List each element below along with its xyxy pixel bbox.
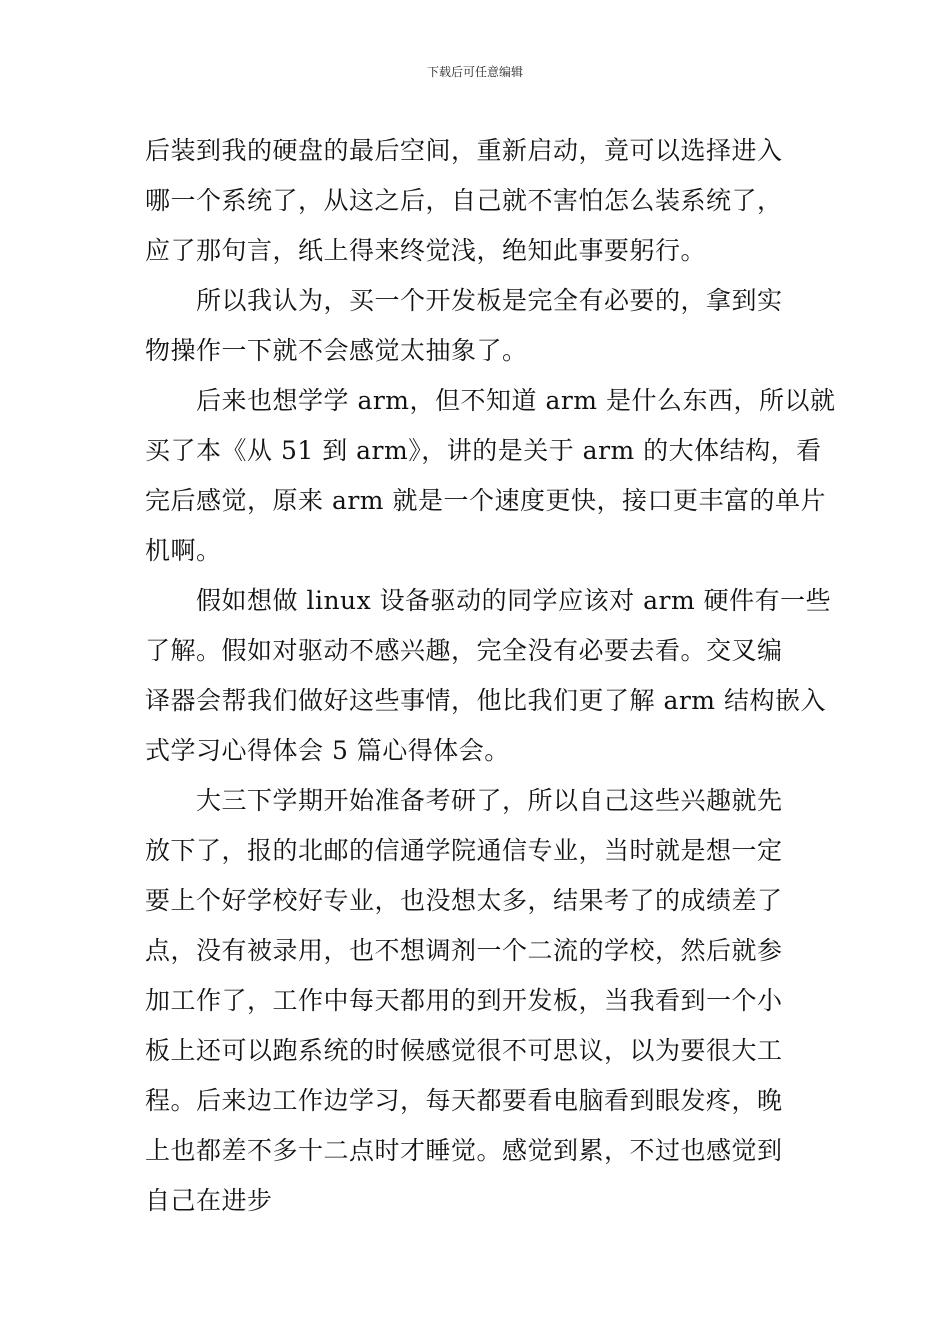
text-line: 自己在进步 <box>145 1186 273 1215</box>
text-line: 应了那句言，纸上得来终觉浅，绝知此事要躬行。 <box>145 236 707 265</box>
paragraph-first-line: 假如想做 linux 设备驱动的同学应该对 arm 硬件有一些 <box>196 586 832 615</box>
text-line: 了解。假如对驱动不感兴趣，完全没有必要去看。交叉编 <box>145 636 783 665</box>
text-line: 程。后来边工作边学习，每天都要看电脑看到眼发疼，晚 <box>145 1086 783 1115</box>
paragraph-first-line: 所以我认为，买一个开发板是完全有必要的，拿到实 <box>196 286 783 315</box>
page-header: 下载后可任意编辑 <box>426 65 523 79</box>
text-line: 式学习心得体会 5 篇心得体会。 <box>145 736 510 765</box>
paragraph-first-line: 大三下学期开始准备考研了，所以自己这些兴趣就先 <box>196 786 783 815</box>
text-line: 买了本《从 51 到 arm》，讲的是关于 arm 的大体结构，看 <box>145 436 822 465</box>
text-line: 机啊。 <box>145 536 222 565</box>
text-line: 译器会帮我们做好这些事情，他比我们更了解 arm 结构嵌入 <box>145 686 826 715</box>
text-line: 板上还可以跑系统的时候感觉很不可思议，以为要很大工 <box>145 1036 783 1065</box>
paragraph-first-line: 后来也想学学 arm，但不知道 arm 是什么东西，所以就 <box>196 386 836 415</box>
text-line: 点，没有被录用，也不想调剂一个二流的学校，然后就参 <box>145 936 783 965</box>
text-line: 后装到我的硬盘的最后空间，重新启动，竟可以选择进入 <box>145 136 783 165</box>
text-line: 加工作了，工作中每天都用的到开发板，当我看到一个小 <box>145 986 783 1015</box>
text-line: 哪一个系统了，从这之后，自己就不害怕怎么装系统了， <box>145 186 783 215</box>
text-line: 物操作一下就不会感觉太抽象了。 <box>145 336 528 365</box>
text-line: 上也都差不多十二点时才睡觉。感觉到累，不过也感觉到 <box>145 1136 783 1165</box>
text-line: 完后感觉，原来 arm 就是一个速度更快，接口更丰富的单片 <box>145 486 826 515</box>
text-line: 要上个好学校好专业，也没想太多，结果考了的成绩差了 <box>145 886 783 915</box>
text-line: 放下了，报的北邮的信通学院通信专业，当时就是想一定 <box>145 836 783 865</box>
